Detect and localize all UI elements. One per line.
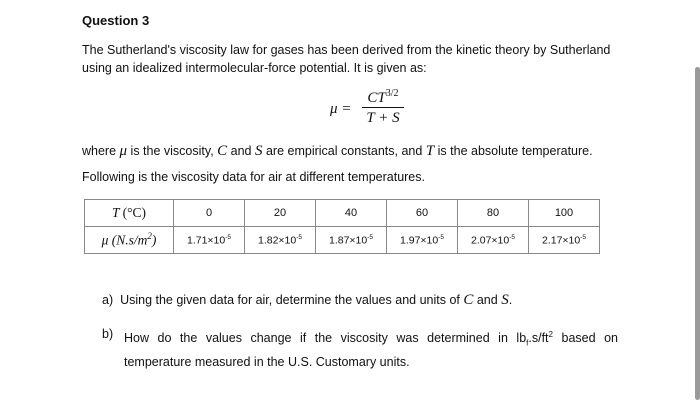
- viscosity-cell: [316, 227, 387, 254]
- viscosity-mantissa: 1.87×10: [328, 234, 368, 247]
- viscosity-mantissa: 2.07×10: [470, 234, 510, 247]
- viscosity-cell: [529, 227, 600, 254]
- temperature-cell: 40: [316, 200, 387, 227]
- viscosity-header: [85, 227, 174, 254]
- temperature-cell: 60: [387, 200, 458, 227]
- c-symbol: C: [217, 143, 228, 159]
- t-symbol: T: [425, 143, 435, 159]
- viscosity-cell: [387, 227, 458, 254]
- part-b-superscript: 2: [548, 330, 553, 339]
- viscosity-mantissa: 1.71×10: [186, 234, 226, 247]
- part-b: [102, 325, 618, 372]
- where-text: where: [82, 144, 117, 158]
- viscosity-cell: [245, 227, 316, 254]
- viscosity-exponent: -5: [438, 233, 445, 241]
- question-title: Question 3: [82, 13, 150, 28]
- following-text: Following is the viscosity data for air at different temperatures.: [82, 170, 425, 184]
- temperature-cell: 80: [458, 200, 529, 227]
- temperature-symbol: T: [111, 205, 120, 220]
- viscosity-unit-exponent: 2: [147, 231, 152, 242]
- s-symbol: S: [255, 143, 263, 159]
- part-a-and: and: [476, 293, 498, 307]
- viscosity-table: [84, 199, 600, 254]
- part-b-subscript: f: [526, 338, 529, 348]
- def-text-1: is the viscosity,: [130, 144, 214, 158]
- viscosity-exponent: -5: [367, 233, 374, 241]
- part-b-text-2: .s/ft: [528, 331, 549, 346]
- part-a-label: a): [102, 293, 114, 307]
- viscosity-exponent: -5: [509, 233, 516, 241]
- formula-numerator: [362, 88, 404, 106]
- viscosity-row: [85, 227, 600, 254]
- temperature-header: [85, 200, 174, 227]
- part-b-label: b): [102, 327, 114, 341]
- fraction-bar: [362, 107, 404, 108]
- part-a: [102, 292, 512, 309]
- part-b-text-1: How do the values change if the viscosity was determined in lb: [124, 331, 527, 346]
- viscosity-unit-close: ): [151, 232, 157, 248]
- definitions-sentence: [82, 143, 593, 160]
- def-text-3: are empirical constants, and: [265, 144, 423, 158]
- viscosity-mantissa: 1.97×10: [399, 234, 439, 247]
- viscosity-exponent: -5: [225, 233, 232, 241]
- def-text-2: and: [230, 144, 252, 158]
- part-a-s-symbol: S: [501, 292, 509, 308]
- temperature-cell: 0: [174, 200, 245, 227]
- viscosity-symbol: μ: [101, 232, 109, 248]
- formula-lhs: μ =: [330, 101, 352, 117]
- numerator-base: CT: [367, 90, 386, 106]
- temperature-cell: 100: [529, 200, 600, 227]
- temperature-row: [85, 200, 600, 227]
- mu-symbol: μ: [119, 143, 128, 159]
- viscosity-exponent: -5: [296, 233, 303, 241]
- vertical-scrollbar[interactable]: [695, 67, 700, 400]
- formula-denominator: T + S: [366, 110, 400, 126]
- temperature-unit: (°C): [122, 205, 147, 220]
- part-b-body: [124, 325, 618, 372]
- temperature-cell: 20: [245, 200, 316, 227]
- viscosity-cell: [458, 227, 529, 254]
- viscosity-mantissa: 2.17×10: [541, 234, 581, 247]
- viscosity-cell: [174, 227, 245, 254]
- viscosity-mantissa: 1.82×10: [257, 234, 297, 247]
- viscosity-unit: (N.s/m: [111, 232, 148, 248]
- intro-paragraph: The Sutherland's viscosity law for gases has been derived from the kinetic theory by Sutherland using an idealized intermolecular-force potential. It is given as:: [82, 43, 611, 75]
- part-a-text: Using the given data for air, determine the values and units of: [120, 293, 460, 307]
- part-a-c-symbol: C: [463, 292, 474, 308]
- formula-fraction: [362, 88, 404, 127]
- def-text-4: is the absolute temperature.: [437, 144, 593, 158]
- part-b-text-3: based on temperature measured in the U.S. Customary units.: [124, 331, 618, 369]
- viscosity-exponent: -5: [580, 233, 587, 241]
- numerator-exponent: 3/2: [385, 88, 399, 99]
- part-a-end: .: [508, 293, 513, 307]
